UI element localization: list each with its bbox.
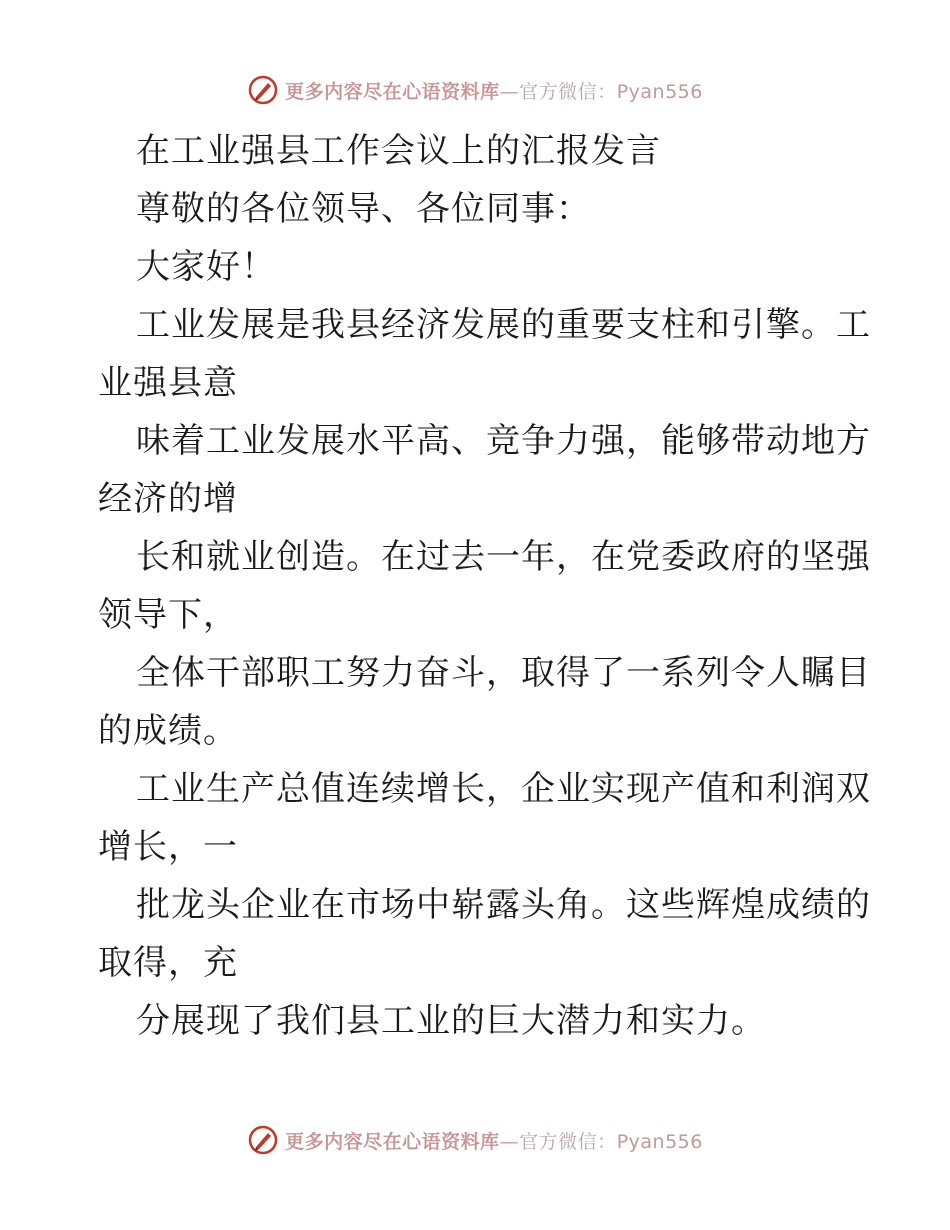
document-body [98, 122, 871, 1050]
paragraph-line: 经济的增 [98, 479, 238, 519]
paragraph-line: 全体干部职工努力奋斗，取得了一系列令人瞩目 [136, 653, 871, 693]
greeting-line: 大家好！ [136, 247, 276, 287]
paragraph-line: 取得，充 [98, 943, 238, 983]
paragraph-line: 工业生产总值连续增长，企业实现产值和利润双 [136, 769, 871, 809]
pen-circle-logo-icon [247, 1124, 279, 1156]
banner-dash: — [499, 80, 520, 103]
paragraph-line: 的成绩。 [98, 711, 238, 751]
banner-site-text: 更多内容尽在心语资料库 [285, 80, 500, 103]
document-title: 在工业强县工作会议上的汇报发言 [136, 131, 661, 171]
pen-circle-logo-icon [247, 74, 279, 106]
paragraph-line: 批龙头企业在市场中崭露头角。这些辉煌成绩的 [136, 885, 871, 925]
paragraph-line: 工业发展是我县经济发展的重要支柱和引擎。工 [136, 305, 871, 345]
banner-wechat-id: Pyan556 [616, 80, 703, 103]
banner-wechat-id: Pyan556 [616, 1130, 703, 1153]
paragraph-line: 增长，一 [98, 827, 238, 867]
paragraph-line: 长和就业创造。在过去一年，在党委政府的坚强 [136, 537, 871, 577]
banner-official-text: 官方微信： [519, 1130, 617, 1153]
paragraph-line: 领导下， [98, 595, 238, 635]
banner-site-text: 更多内容尽在心语资料库 [285, 1130, 500, 1153]
salutation-line: 尊敬的各位领导、各位同事： [136, 189, 591, 229]
banner-official-text: 官方微信： [519, 80, 617, 103]
banner-dash: — [499, 1130, 520, 1153]
paragraph-line: 分展现了我们县工业的巨大潜力和实力。 [136, 1001, 766, 1041]
footer-banner [0, 1120, 950, 1160]
header-banner [0, 70, 950, 110]
banner-text [285, 1127, 703, 1154]
paragraph-line: 业强县意 [98, 363, 238, 403]
paragraph-line: 味着工业发展水平高、竞争力强，能够带动地方 [136, 421, 871, 461]
banner-text [285, 77, 703, 104]
